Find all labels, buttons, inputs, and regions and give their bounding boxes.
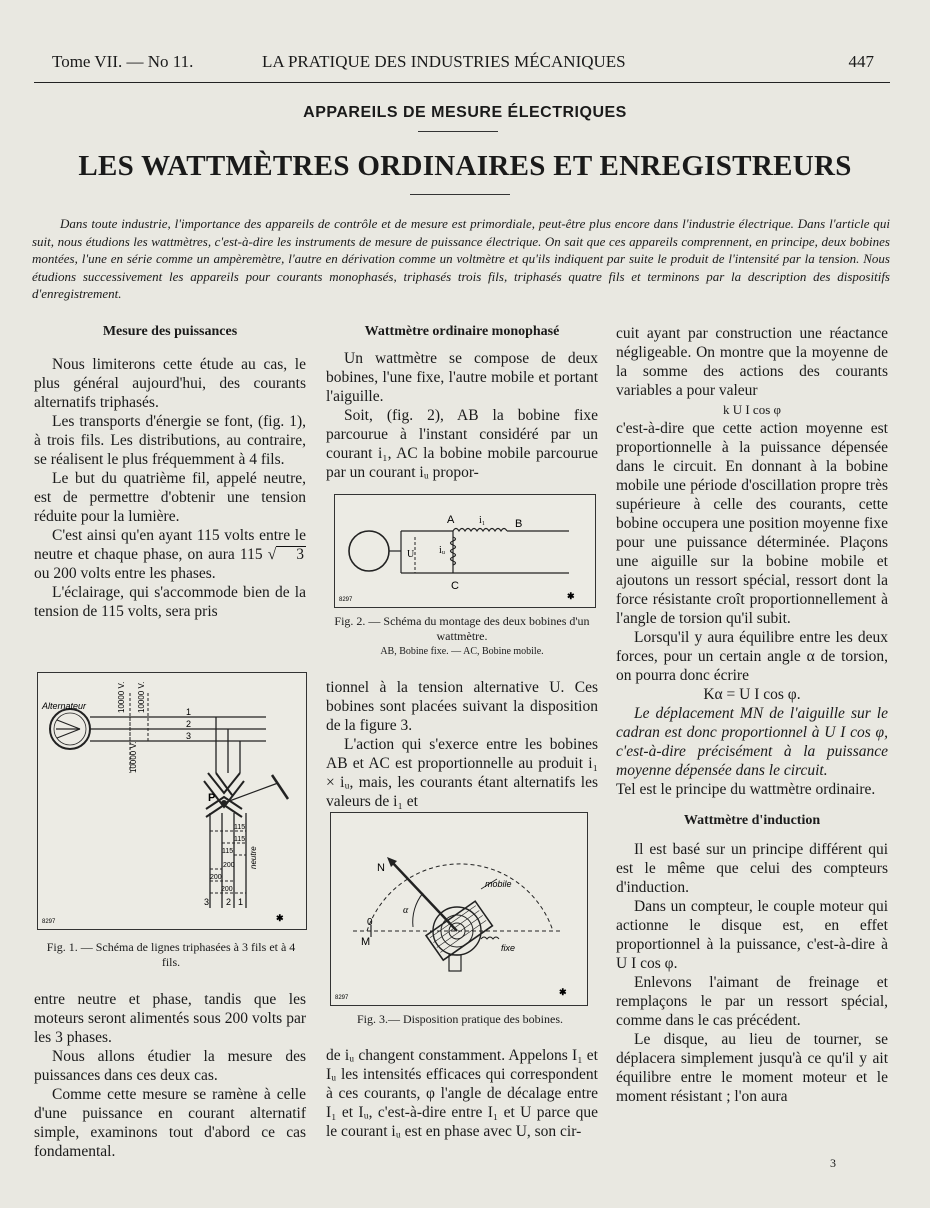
- paragraph: cuit ayant par construction une réactance négligeable. On montre que la moyenne de la somme des actions des courants variables a pour valeur: [616, 325, 888, 399]
- paragraph: Nous allons étudier la mesure des puissances dans ces deux cas.: [34, 1048, 306, 1084]
- text-run: C'est ainsi qu'en ayant 115 volts entre le neutre et chaque phase, on aura 115: [34, 527, 306, 563]
- value-label: 200: [210, 874, 222, 881]
- point-b: B: [515, 518, 523, 530]
- mobile-label: mobile: [485, 879, 512, 889]
- voltage-u-label: U: [407, 549, 415, 560]
- paragraph: Enlevons l'aimant de freinage et remplaçons le par un ressort spécial, comme dans le cas précédent.: [616, 974, 888, 1029]
- column-2: [326, 322, 598, 482]
- paragraph: Lorsqu'il y aura équilibre entre les deux forces, pour un certain angle α de torsion, on pourra donc écrire: [616, 629, 888, 684]
- angle-alpha: α: [403, 905, 409, 916]
- paragraph: Le but du quatrième fil, appelé neutre, est de permettre d'obtenir une tension réduite pour la lumière.: [34, 470, 306, 525]
- figure-3: [330, 812, 588, 1006]
- paragraph: Le disque, au lieu de tourner, se déplacera simplement jusqu'à ce qu'il y ait équilibre entre le moment moteur et le moment résistant ; l'on aura: [616, 1031, 888, 1105]
- point-m: M: [361, 936, 371, 948]
- heading-wattmetre-monophase: Wattmètre ordinaire monophasé: [364, 324, 560, 339]
- paragraph: Les transports d'énergie se font, (fig. 1), à trois fils. Les distributions, au contraire, se réalisent le plus fréquemment à 4 fils.: [34, 413, 306, 468]
- paragraph: Il est basé sur un principe différent qui est le même que celui des compteurs d'induction.: [616, 841, 888, 896]
- figure-1-diagram: [38, 673, 306, 929]
- neutre-label: neutre: [249, 846, 258, 869]
- paragraph: Nous limiterons cette étude au cas, le plus général aujourd'hui, des courants alternatifs triphasés.: [34, 356, 306, 411]
- value-label: 115: [222, 848, 234, 855]
- figure-2: [334, 494, 596, 608]
- paragraph: Dans un compteur, le couple moteur qui actionne le disque est, en effet proportionnel à la puissance, c'est-à-dire à U I cos φ.: [616, 898, 888, 972]
- paragraph: de iᵤ changent constamment. Appelons I₁ et Iᵤ les intensités efficaces qui correspondent à ces courants, φ l'angle de décalage entre I₁ et Iᵤ, c'est-à-dire entre I₁ et U parce que le courant iᵤ est en phase avec U, son cir-: [326, 1047, 598, 1140]
- voltage-label: 10000 V.: [129, 741, 138, 773]
- line-label: 1: [238, 897, 244, 907]
- point-c: C: [451, 580, 459, 592]
- paragraph: L'éclairage, qui s'accommode bien de la tension de 115 volts, sera pris: [34, 584, 306, 620]
- value-label: 115: [234, 836, 246, 843]
- voltage-label: 10000 V.: [137, 681, 146, 713]
- plate-code: 8297: [339, 597, 353, 603]
- column-3: [616, 324, 888, 1106]
- voltage-label: 10000 V.: [117, 681, 126, 713]
- figure-3-caption: Fig. 3.— Disposition pratique des bobines.: [357, 1012, 563, 1026]
- section-title: APPAREILS DE MESURE ÉLECTRIQUES: [303, 104, 627, 121]
- line-label: 1: [186, 707, 192, 717]
- current-i1-label: i₁: [479, 515, 486, 526]
- figure-3-diagram: [331, 813, 587, 1005]
- transformer-label: P: [208, 792, 216, 804]
- paragraph: Soit, (fig. 2), AB la bobine fixe parcourue à l'instant considéré par un courant i₁, AC la bobine mobile parcourue par un courant iᵤ propor-: [326, 407, 598, 481]
- column-1-continued: [34, 990, 306, 1161]
- paragraph: L'action qui s'exerce entre les bobines AB et AC est proportionnelle au produit i₁ × iᵤ, mais, les courants étant alternatifs les valeurs de i₁ et: [326, 736, 598, 810]
- article-title: LES WATTMÈTRES ORDINAIRES ET ENREGISTREURS: [78, 150, 852, 182]
- text-run: ou 200 volts entre les phases.: [34, 565, 216, 582]
- current-iu-label: iᵤ: [439, 545, 446, 556]
- plate-code: 8297: [42, 919, 56, 925]
- engraver-mark: ✱: [567, 591, 575, 601]
- caption-text: Fig. 2. — Schéma du montage des deux bobines d'un wattmètre.: [334, 614, 590, 643]
- header-rule: [34, 82, 890, 83]
- figure-2-diagram: [335, 495, 595, 607]
- title-rule: [410, 194, 510, 195]
- point-n: N: [377, 862, 385, 874]
- formula: Kα = U I cos φ.: [703, 686, 801, 703]
- value-label: 115: [234, 824, 246, 831]
- engraver-mark: ✱: [276, 913, 284, 923]
- paragraph: Tel est le principe du wattmètre ordinaire.: [616, 781, 876, 798]
- value-label: 200: [223, 862, 235, 869]
- title-rule: [418, 131, 498, 132]
- column-1: [34, 322, 306, 621]
- point-a: A: [447, 514, 455, 526]
- figure-1-caption: Fig. 1. — Schéma de lignes triphasées à 3 fils et à 4 fils.: [46, 940, 296, 969]
- signature-number: 3: [830, 1156, 836, 1170]
- caption-subtext: AB, Bobine fixe. — AC, Bobine mobile.: [380, 646, 544, 657]
- heading-mesure-puissances: Mesure des puissances: [102, 324, 238, 339]
- journal-title: LA PRATIQUE DES INDUSTRIES MÉCANIQUES: [262, 52, 626, 71]
- sqrt-value: 3: [276, 546, 306, 562]
- paragraph: c'est-à-dire que cette action moyenne est proportionnelle à la puissance dépensée dans le circuit. En donnant à la bobine mobile une période d'oscillation propre très supérieure à celle des courants, cette bobine occupera une position moyenne fixe pour une puissance déterminée. Plaçons une aiguille sur la bobine mobile et ajoutons un ressort spécial, ressort dont la force résistante croît proportionnellement à l'angle de torsion qu'il subit.: [616, 420, 888, 627]
- line-label: 2: [226, 897, 232, 907]
- column-2-bottom: [326, 1046, 598, 1141]
- volume-number: Tome VII. — No 11.: [52, 52, 194, 71]
- formula: k U I cos φ: [722, 402, 782, 417]
- fixe-label: fixe: [501, 943, 516, 953]
- paragraph: Le déplacement MN de l'aiguille sur le cadran est donc proportionnel à U I cos φ, c'est-à-dire précisément à la puissance moyenne dépensée dans le circuit.: [616, 705, 888, 779]
- article-intro: Dans toute industrie, l'importance des appareils de contrôle et de mesure est primordiale, peut-être plus encore dans l'industrie électrique. Dans l'article qui suit, nous étudions les wattmètres, c'est-à-dire les instruments de mesure de puissance électrique. On sait que ces appareils comprennent, en principe, deux bobines montées, l'une en série comme un ampèremètre, l'autre en dérivation comme un voltmètre et qu'ils indiquent par suite le produit de l'intensité par la tension. Nous étudions successivement les appareils pour courants monophasés, triphasés trois fils, triphasés quatre fils et terminons par la description des dispositifs d'enregistrement.: [32, 216, 890, 301]
- line-label: 3: [186, 731, 192, 741]
- paragraph: Un wattmètre se compose de deux bobines, l'une fixe, l'autre mobile et portant l'aiguille.: [326, 350, 598, 405]
- engraver-mark: ✱: [559, 987, 567, 997]
- column-2-middle: [326, 678, 598, 811]
- running-head: [52, 52, 874, 78]
- page-number: 447: [848, 52, 874, 71]
- line-label: 3: [204, 897, 210, 907]
- paragraph: tionnel à la tension alternative U. Ces bobines sont placées suivant la disposition de la figure 3.: [326, 679, 598, 734]
- alternateur-label: Alternateur: [42, 701, 87, 711]
- zero-mark: 0: [367, 917, 373, 928]
- paragraph: C'est ainsi qu'en ayant 115 volts entre le neutre et chaque phase, on aura 115 √ 3 ou 200 volts entre les phases.: [34, 527, 306, 582]
- figure-2-caption: [326, 614, 598, 659]
- heading-wattmetre-induction: Wattmètre d'induction: [683, 813, 821, 828]
- paragraph: entre neutre et phase, tandis que les moteurs seront alimentés sous 200 volts par les 3 phases.: [34, 991, 306, 1046]
- plate-code: 8297: [335, 995, 349, 1001]
- value-label: 200: [221, 886, 233, 893]
- paragraph: Comme cette mesure se ramène à celle d'une puissance en courant alternatif simple, examinons tout d'abord ce cas fondamental.: [34, 1086, 306, 1160]
- line-label: 2: [186, 719, 192, 729]
- figure-1: [37, 672, 307, 930]
